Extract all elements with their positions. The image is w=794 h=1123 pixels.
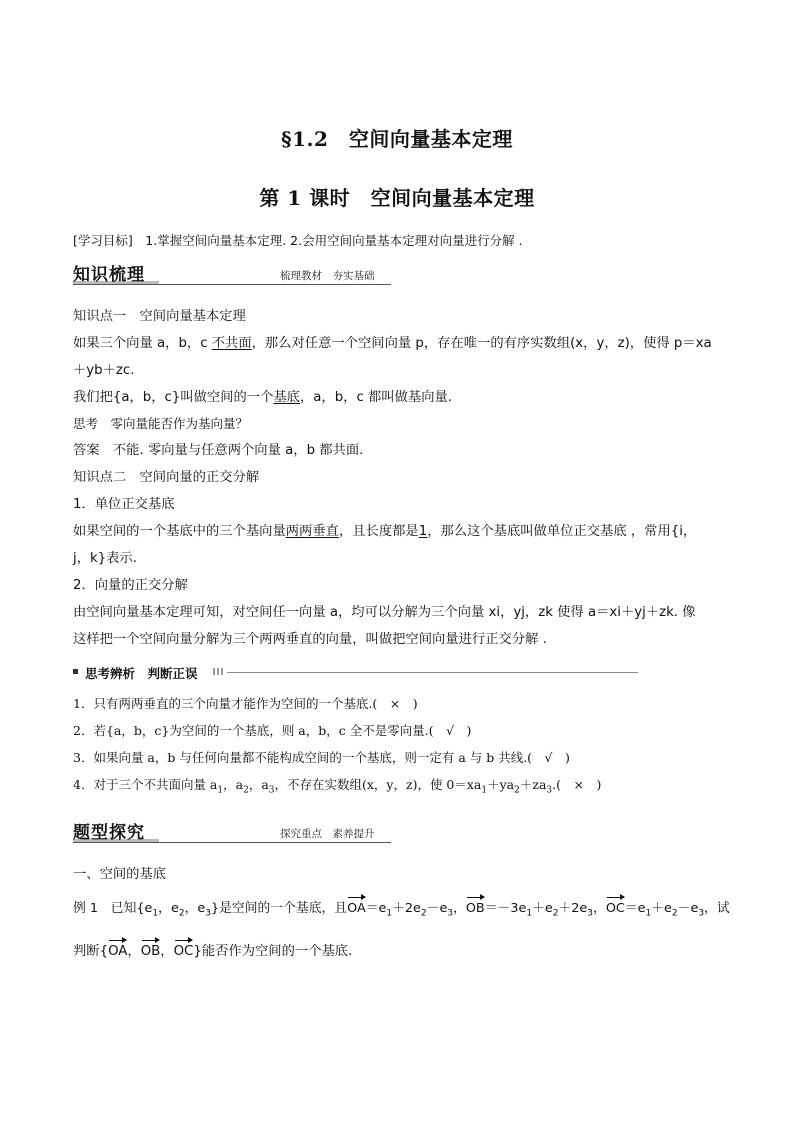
vector-oa: OA xyxy=(347,901,366,916)
section-header-tag: 探究重点 素养提升 xyxy=(280,828,375,840)
judge-item-1: 1．只有两两垂直的三个向量才能作为空间的一个基底.( × ) xyxy=(73,696,418,711)
lesson-title: 第 1 课时 空间向量基本定理 xyxy=(259,186,535,210)
judge-header-square xyxy=(73,669,78,674)
section-header-tag: 梳理教材 夯实基础 xyxy=(280,270,375,282)
objectives-text: 1.掌握空间向量基本定理. 2.会用空间向量基本定理对向量进行分解 . xyxy=(132,233,523,248)
vector-ob: OB xyxy=(140,944,161,959)
subheading-unit-orthogonal-basis: 1．单位正交基底 xyxy=(73,497,175,512)
section-header-title: 题型探究 xyxy=(73,823,145,843)
example-1-line-1: 例 1 已知{$e_1$，$e_2$，$e_3$}是空间的一个基底，且$OA=e_1+2e_2-e_3$，$OB=-3e_1+e_2+2e_3$，$OC=e_1+e_2-e_3$，试 xyxy=(73,901,730,919)
example-1-line-2: 判断{OA，OB，OC}能否作为空间的一个基底. xyxy=(73,944,353,959)
section-header-knowledge xyxy=(73,260,391,286)
vector-oc: OC xyxy=(173,944,194,959)
vector-oc: OC xyxy=(605,901,625,916)
knowledge-point-2-heading: 知识点二 空间向量的正交分解 xyxy=(73,470,260,485)
judge-header-title: 思考辨析 判断正误 xyxy=(85,666,198,681)
judge-header-rule xyxy=(227,672,638,673)
judge-item-2: 2．若{a，b，c}为空间的一个基底，则 a，b，c 全不是零向量.( √ ) xyxy=(73,723,472,738)
think-question: 思考 零向量能否作为基向量？ xyxy=(73,416,249,431)
basis-definition: 我们把{a，b，c}叫做空间的一个基底，a，b，c 都叫做基向量. xyxy=(73,390,453,405)
orthogonal-basis-line-1: 如果空间的一个基底中的三个基向量两两垂直，且长度都是1，那么这个基底叫做单位正交基底 ，常用{i， xyxy=(73,524,697,539)
judge-header-dots xyxy=(213,668,225,675)
objectives-label: [学习目标] xyxy=(73,233,133,248)
section-header-types xyxy=(73,818,391,844)
section-title: §1.2 空间向量基本定理 xyxy=(281,127,513,151)
decomposition-line-1: 由空间向量基本定理可知，对空间任一向量 a，均可以分解为三个向量 xi，yj，zk 使得 a＝xi＋yj＋zk. 像 xyxy=(73,605,696,620)
theorem-text-line-2: ＋yb＋zc. xyxy=(73,363,135,378)
learning-objectives xyxy=(73,232,723,250)
type-heading: 一、空间的基底 xyxy=(73,867,167,882)
vector-ob: OB xyxy=(465,901,485,916)
orthogonal-basis-line-2: j，k}表示. xyxy=(73,551,137,566)
section-header-title: 知识梳理 xyxy=(73,265,145,285)
subheading-orthogonal-decomposition: 2．向量的正交分解 xyxy=(73,578,188,593)
knowledge-point-1-heading: 知识点一 空间向量基本定理 xyxy=(73,309,246,324)
vector-oa: OA xyxy=(108,944,128,959)
decomposition-line-2: 这样把一个空间向量分解为三个两两垂直的向量，叫做把空间向量进行正交分解 . xyxy=(73,632,547,647)
theorem-text-line-1: 如果三个向量 a，b，c 不共面，那么对任意一个空间向量 p，存在唯一的有序实数组(x，y，z)，使得 p＝xa xyxy=(73,336,712,351)
judge-item-4: 4．对于三个不共面向量 $a_1$，$a_2$，$a_3$，不存在实数组(x，y，z)，使 $0=xa_1+ya_2+za_3$.( × ) xyxy=(73,777,602,796)
judge-header xyxy=(73,664,638,680)
judge-item-3: 3．如果向量 a，b 与任何向量都不能构成空间的一个基底，则一定有 a 与 b 共线.( √ ) xyxy=(73,750,570,765)
think-answer: 答案 不能. 零向量与任意两个向量 a，b 都共面. xyxy=(73,443,364,458)
